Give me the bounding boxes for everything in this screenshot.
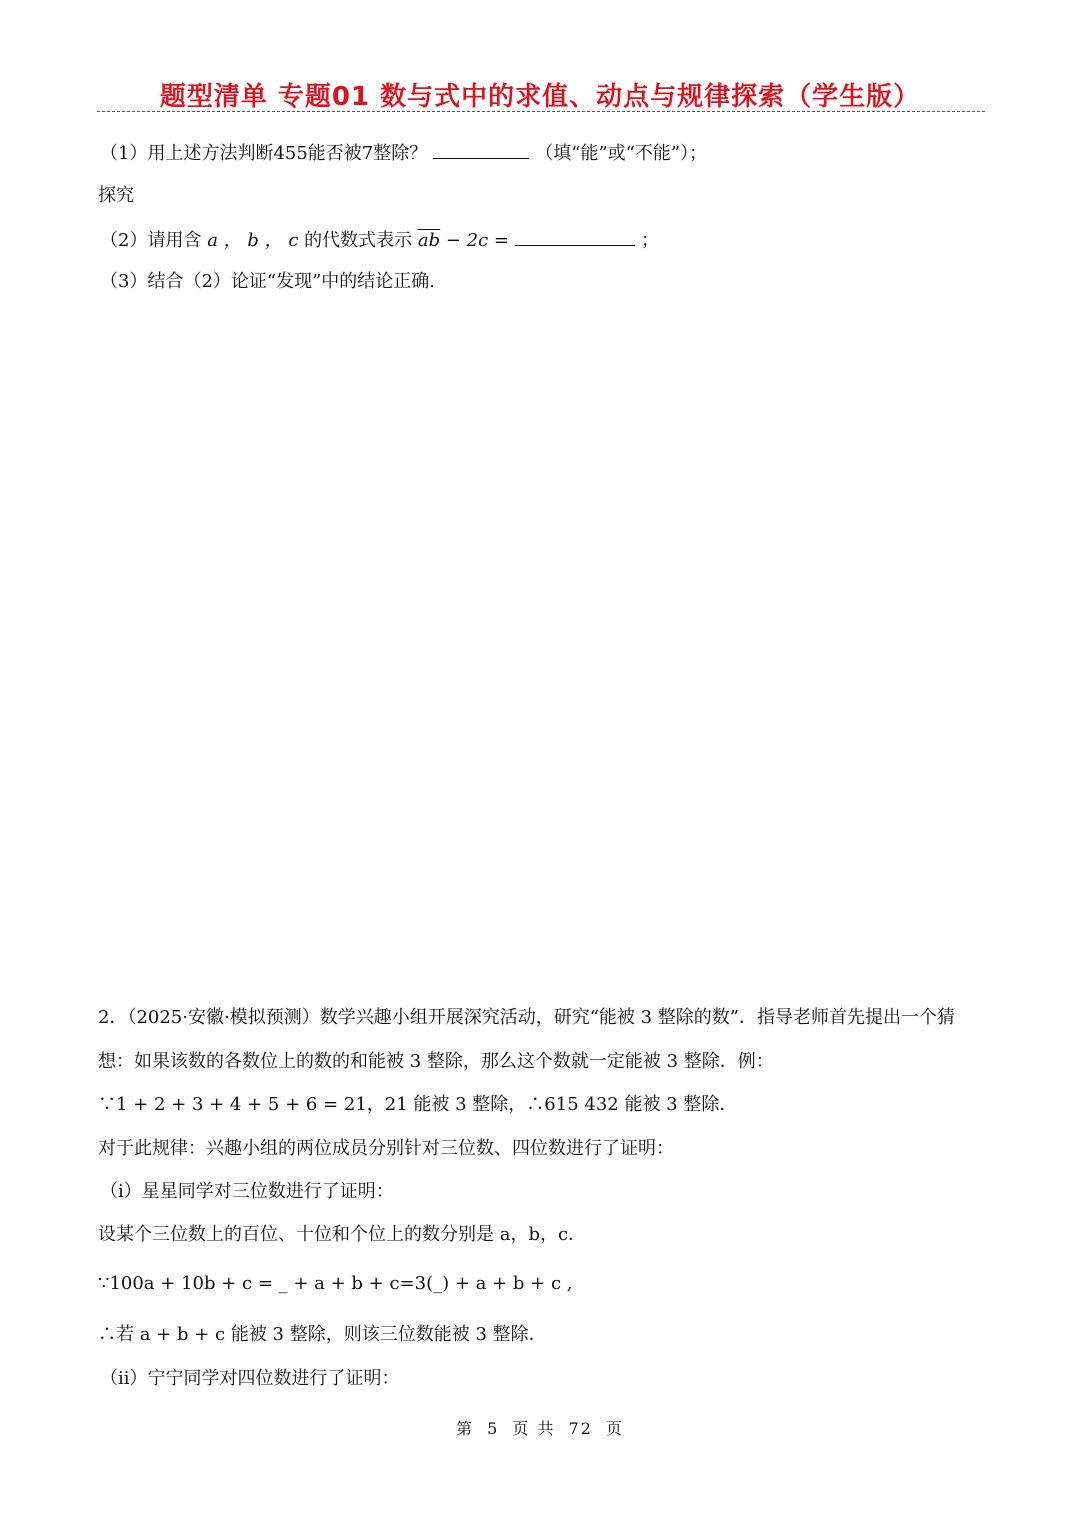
q2-line-8: ∴若 a + b + c 能被 3 整除，则该三位数能被 3 整除．: [98, 1324, 547, 1345]
q1-part1-prefix: （1）用上述方法判断455能否被7整除？: [100, 143, 428, 164]
q1-part2-expression: − 2c =: [440, 230, 510, 251]
q1-part2-variables: a ， b ， c: [207, 230, 299, 251]
q1-part2-overline-ab: $\overline{ab}$: [417, 230, 441, 251]
q2-line-4: 对于此规律：兴趣小组的两位成员分别针对三位数、四位数进行了证明：: [98, 1138, 674, 1159]
q2-line-6: 设某个三位数上的百位、十位和个位上的数分别是 a，b，c．: [98, 1224, 587, 1245]
q1-part2: [100, 227, 659, 253]
q2-line-2: 想：如果该数的各数位上的数的和能被 3 整除，那么这个数就一定能被 3 整除．例：: [98, 1051, 774, 1072]
footer-total-pages: 72: [568, 1419, 593, 1438]
q2-line-1: 2．（2025·安徽·模拟预测）数学兴趣小组开展深究活动，研究“能被 3 整除的数”．指导老师首先提出一个猜: [98, 1007, 955, 1028]
footer-prefix: 第: [455, 1419, 474, 1438]
q1-part2-mid: 的代数式表示: [304, 230, 413, 251]
footer-mid: 页 共: [512, 1419, 556, 1438]
q2-line-9: （ii）宁宁同学对四位数进行了证明：: [100, 1368, 400, 1389]
q1-part2-suffix: ；: [641, 230, 660, 251]
q2-line-3: ∵1 + 2 + 3 + 4 + 5 + 6 = 21，21 能被 3 整除，∴615 432 能被 3 整除．: [98, 1094, 738, 1115]
page-footer: [0, 1416, 1080, 1439]
footer-suffix: 页: [606, 1419, 625, 1438]
q1-explore-heading: 探究: [98, 185, 134, 206]
q1-part1-suffix: （填“能”或“不能”）；: [535, 143, 708, 164]
q1-part3: （3）结合（2）论证“发现”中的结论正确.: [100, 271, 436, 292]
q2-line-5: （i）星星同学对三位数进行了证明：: [100, 1181, 394, 1202]
q1-part1: [100, 140, 707, 166]
q1-part2-prefix: （2）请用含: [100, 230, 202, 251]
footer-page-number: 5: [487, 1419, 500, 1438]
header-divider: [97, 111, 985, 112]
q1-part1-answer-blank[interactable]: [433, 140, 529, 159]
q1-part2-answer-blank[interactable]: [515, 227, 635, 246]
header-title: 题型清单 专题01 数与式中的求值、动点与规律探索（学生版）: [159, 82, 921, 112]
q2-line-7: ∵100a + 10b + c = _ + a + b + c=3(_) + a + b + c ,: [98, 1273, 573, 1294]
